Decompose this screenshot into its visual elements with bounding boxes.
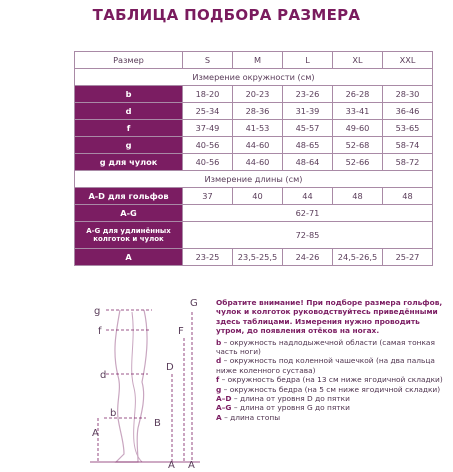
note-item xyxy=(216,375,448,384)
table-cell: 52-66 xyxy=(333,154,383,171)
header-cell: L xyxy=(283,52,333,69)
label-A-bottom: A xyxy=(168,460,175,468)
label-g: g xyxy=(94,306,101,317)
note-text: – длина стопы xyxy=(221,412,281,422)
table-row xyxy=(75,249,433,266)
header-cell: M xyxy=(233,52,283,69)
table-cell: 48-64 xyxy=(283,154,333,171)
table-cell: 52-68 xyxy=(333,137,383,154)
table-cell: 24,5-26,5 xyxy=(333,249,383,266)
table-cell: 18-20 xyxy=(183,86,233,103)
table-cell: 25-34 xyxy=(183,103,233,120)
table-row xyxy=(75,86,433,103)
leg-outline xyxy=(115,310,147,462)
table-row xyxy=(75,154,433,171)
row-label: A xyxy=(75,249,183,266)
table-cell: 37-49 xyxy=(183,120,233,137)
note-key: g xyxy=(216,384,222,394)
table-cell: 33-41 xyxy=(333,103,383,120)
row-label: g xyxy=(75,137,183,154)
note-item xyxy=(216,338,448,357)
measurement-notes xyxy=(216,298,448,422)
note-text: – длина от уровня G до пятки xyxy=(231,403,350,413)
label-B: B xyxy=(154,418,161,429)
size-table xyxy=(74,51,433,266)
table-cell: 49-60 xyxy=(333,120,383,137)
row-label: f xyxy=(75,120,183,137)
table-row xyxy=(75,103,433,120)
length-section-label: Измерение длины (см) xyxy=(75,171,433,188)
table-row xyxy=(75,137,433,154)
table-header-row xyxy=(75,52,433,69)
table-cell: 25-27 xyxy=(383,249,433,266)
note-key: A–D xyxy=(216,394,232,404)
table-cell: 44 xyxy=(283,188,333,205)
leg-measurement-diagram xyxy=(80,292,210,468)
table-row xyxy=(75,222,433,249)
row-label: d xyxy=(75,103,183,120)
note-item xyxy=(216,356,448,375)
label-b: b xyxy=(110,408,117,419)
label-A-left: A xyxy=(92,428,99,439)
header-cell: XXL xyxy=(383,52,433,69)
table-cell: 44-60 xyxy=(233,137,283,154)
table-cell: 53-65 xyxy=(383,120,433,137)
table-cell: 23-25 xyxy=(183,249,233,266)
row-label: A-G для удлинённых колготок и чулок xyxy=(75,222,183,249)
table-cell: 23,5-25,5 xyxy=(233,249,283,266)
note-text: – окружность надлодыжечной области (самая тонкая часть ноги) xyxy=(216,337,435,357)
table-row xyxy=(75,188,433,205)
note-text: – окружность бедра (на 13 см ниже ягодичной складки) xyxy=(219,375,443,385)
table-cell: 37 xyxy=(183,188,233,205)
header-cell: XL xyxy=(333,52,383,69)
label-f: f xyxy=(98,326,102,337)
header-cell: Размер xyxy=(75,52,183,69)
table-row xyxy=(75,120,433,137)
table-cell: 58-72 xyxy=(383,154,433,171)
table-cell: 36-46 xyxy=(383,103,433,120)
table-cell: 40-56 xyxy=(183,137,233,154)
note-item xyxy=(216,385,448,394)
row-label: A-D для гольфов xyxy=(75,188,183,205)
table-cell: 31-39 xyxy=(283,103,333,120)
note-key: A xyxy=(216,412,222,422)
table-cell: 40-56 xyxy=(183,154,233,171)
table-cell: 41-53 xyxy=(233,120,283,137)
row-label: A-G xyxy=(75,205,183,222)
table-cell: 24-26 xyxy=(283,249,333,266)
note-text: – окружность под коленной чашечкой (на два пальца ниже коленного сустава) xyxy=(216,356,435,375)
label-D: D xyxy=(166,362,174,373)
note-key: d xyxy=(216,356,222,366)
note-key: A–G xyxy=(216,403,232,413)
section-row xyxy=(75,69,433,86)
table-cell: 40 xyxy=(233,188,283,205)
table-cell: 26-28 xyxy=(333,86,383,103)
table-cell: 48 xyxy=(333,188,383,205)
table-cell: 48 xyxy=(383,188,433,205)
table-cell: 58-74 xyxy=(383,137,433,154)
leg-diagram-svg xyxy=(80,292,210,468)
table-cell: 28-36 xyxy=(233,103,283,120)
note-key: f xyxy=(216,375,220,385)
table-cell-span: 62-71 xyxy=(183,205,433,222)
circumference-section-label: Измерение окружности (см) xyxy=(75,69,433,86)
label-A-bottom-right: A xyxy=(188,460,195,468)
table-cell: 23-26 xyxy=(283,86,333,103)
note-item xyxy=(216,403,448,412)
table-cell: 45-57 xyxy=(283,120,333,137)
table-row xyxy=(75,205,433,222)
table-cell-span: 72-85 xyxy=(183,222,433,249)
row-label: g для чулок xyxy=(75,154,183,171)
header-cell: S xyxy=(183,52,233,69)
row-label: b xyxy=(75,86,183,103)
label-F: F xyxy=(178,326,184,337)
note-text: – длина от уровня D до пятки xyxy=(231,394,350,404)
page-title: ТАБЛИЦА ПОДБОРА РАЗМЕРА xyxy=(92,6,361,24)
table-cell: 48-65 xyxy=(283,137,333,154)
note-item xyxy=(216,413,448,422)
table-cell: 44-60 xyxy=(233,154,283,171)
label-G: G xyxy=(190,298,198,309)
table-cell: 20-23 xyxy=(233,86,283,103)
section-row xyxy=(75,171,433,188)
label-d: d xyxy=(100,370,107,381)
table-cell: 28-30 xyxy=(383,86,433,103)
note-key: b xyxy=(216,337,222,347)
note-item xyxy=(216,394,448,403)
note-text: – окружность бедра (на 5 см ниже ягодичной складки) xyxy=(221,384,441,394)
warning-text: Обратите внимание! При подборе размера гольфов, чулок и колготок руководствуйтесь приведёнными здесь таблицами. Измерения нужно проводить утром, до появления отёков на ногах. xyxy=(216,298,443,336)
